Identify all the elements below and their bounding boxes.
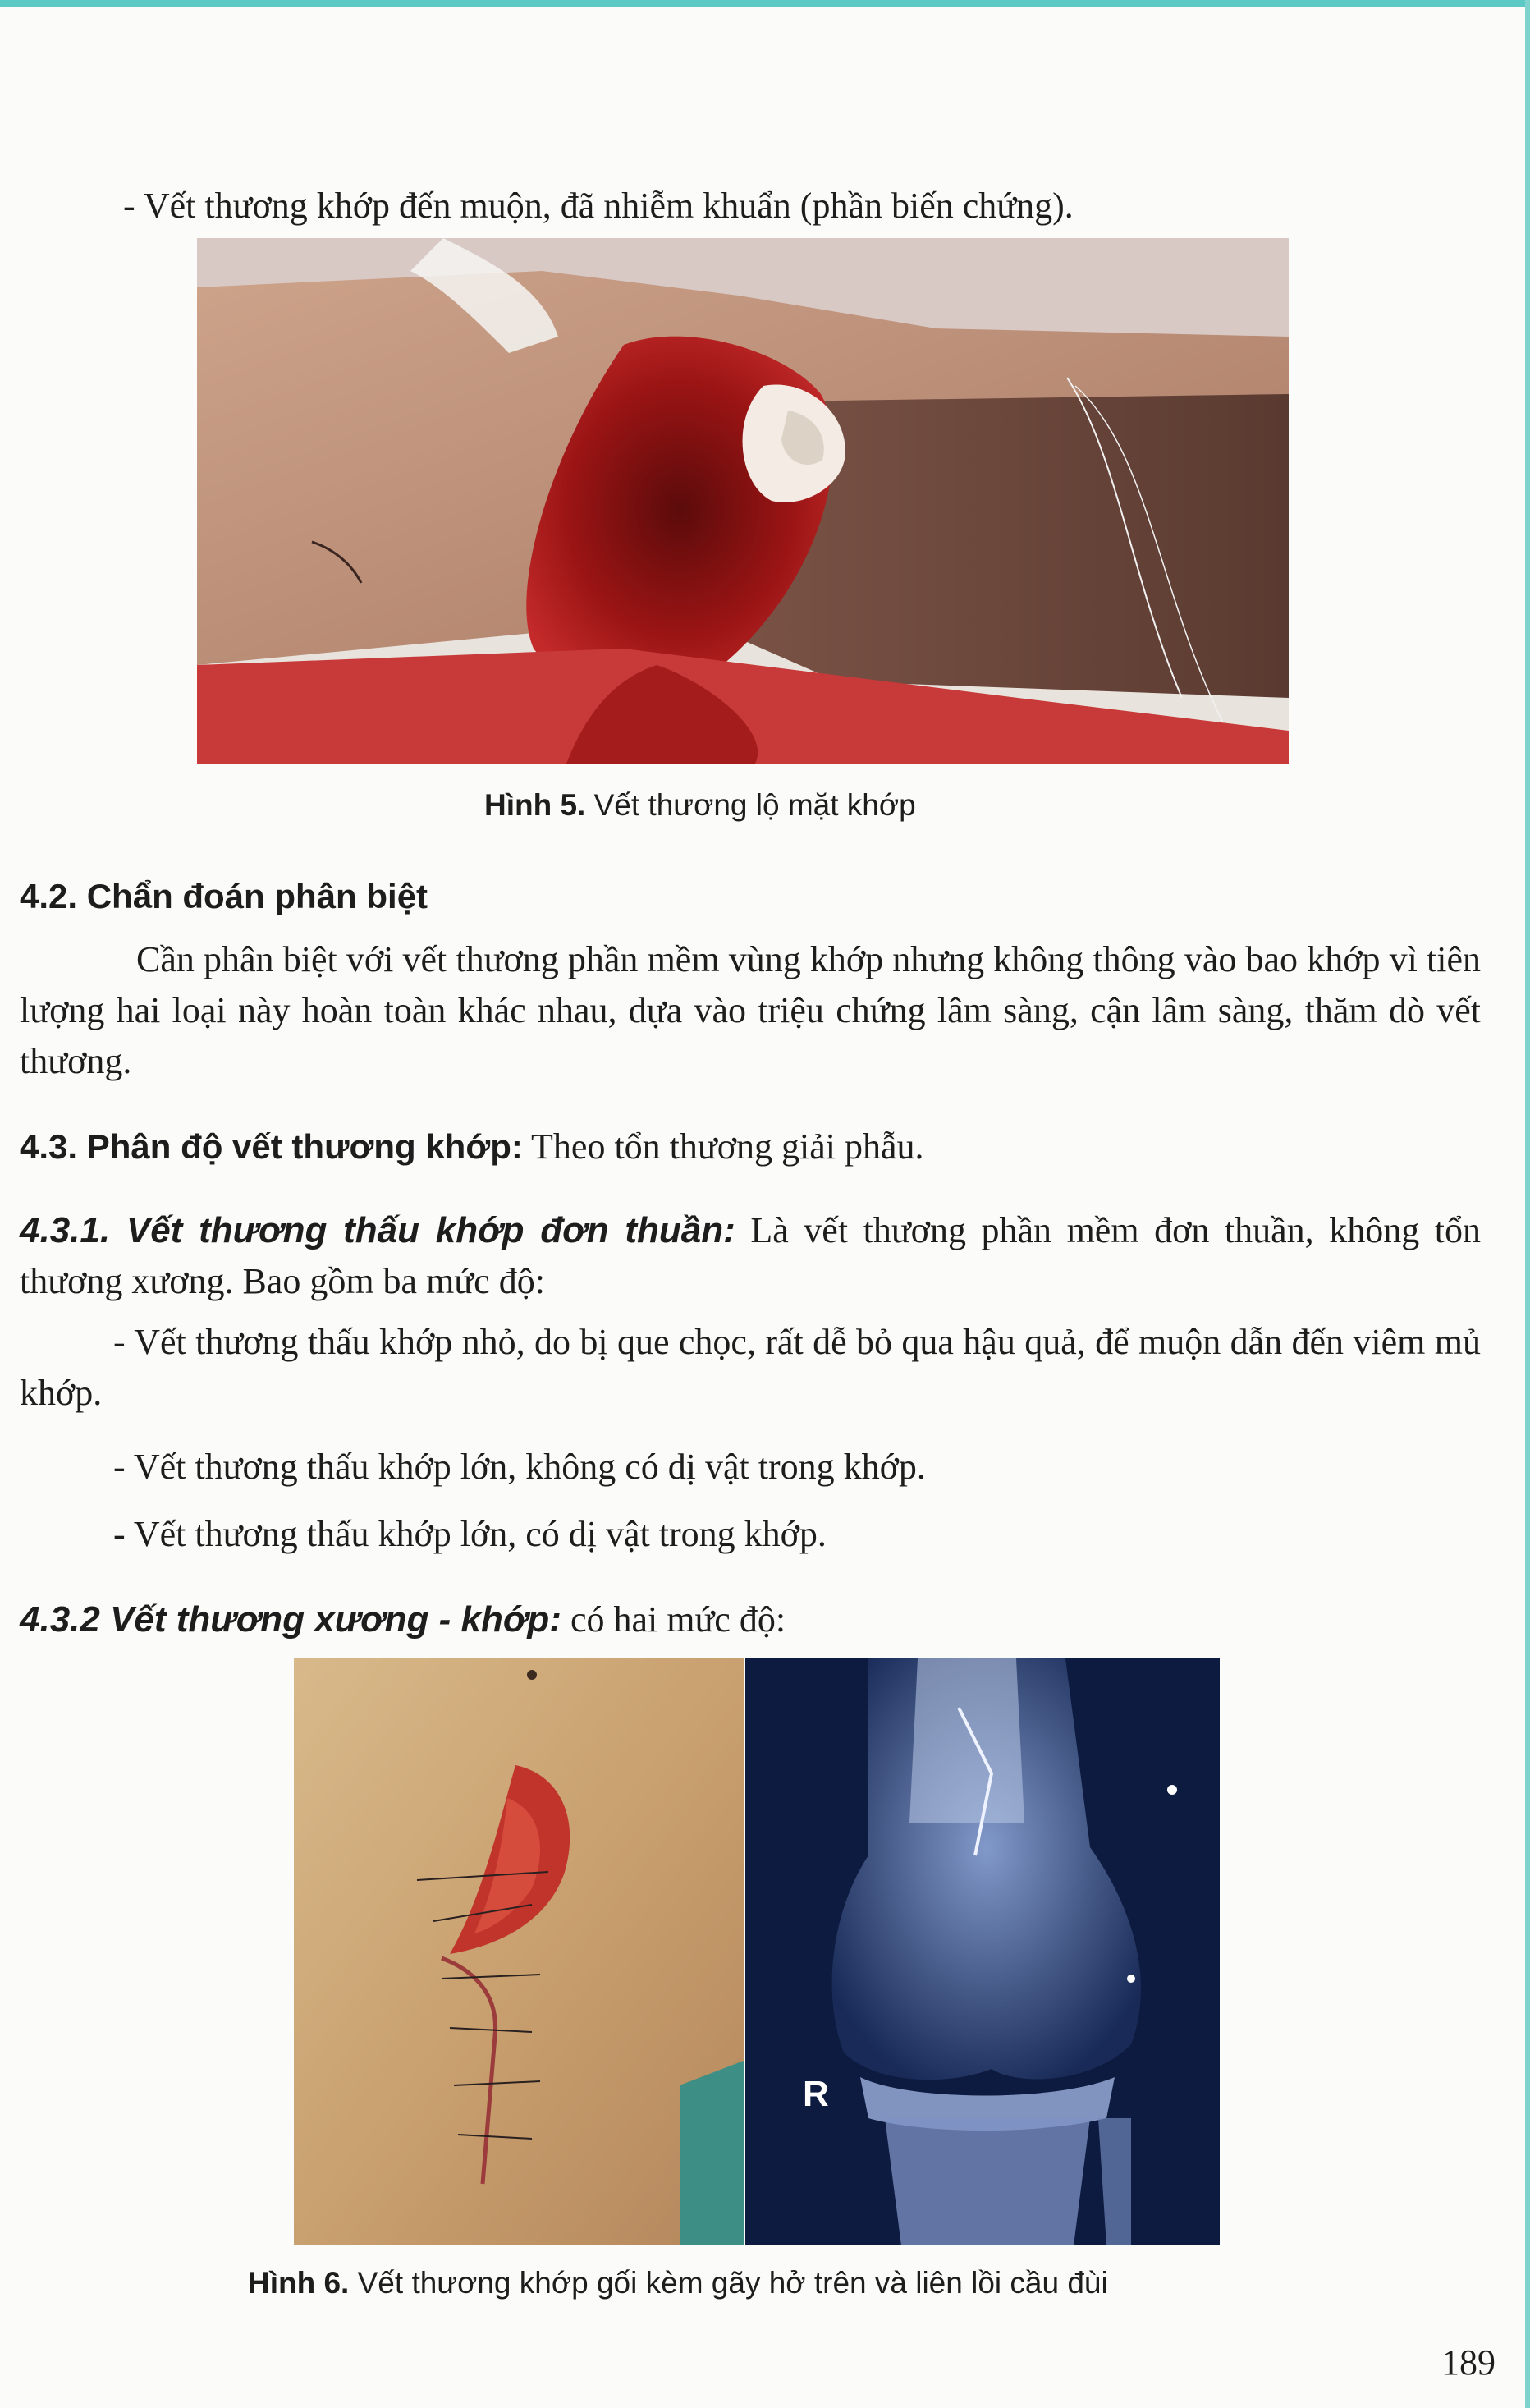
bullet-late-infected: - Vết thương khớp đến muộn, đã nhiễm khuẩn (phần biến chứng).: [123, 186, 1074, 226]
figure6-xray: [745, 1658, 1220, 2245]
list-item-large-no-foreign-body: - Vết thương thấu khớp lớn, không có dị vật trong khớp.: [113, 1447, 926, 1487]
figure5-wound-illustration: [197, 238, 1289, 764]
page-number: 189: [1441, 2342, 1496, 2383]
section-4-2-paragraph: Cần phân biệt với vết thương phần mềm vùng khớp nhưng không thông vào bao khớp vì tiên lượng hai loại này hoàn toàn khác nhau, dựa vào triệu chứng lâm sàng, cận lâm sàng, thăm dò vết thương.: [20, 939, 1481, 1081]
section-4-3-1-text: Là vết thương phần mềm đơn thuần, không tổn thương xương. Bao gồm ba mức độ:: [20, 1210, 1482, 1301]
list-item-large-foreign-body: - Vết thương thấu khớp lớn, có dị vật trong khớp.: [113, 1514, 827, 1554]
section-4-3-2-heading: 4.3.2 Vết thương xương - khớp:: [20, 1599, 561, 1640]
section-4-3-1-paragraph: [20, 1205, 1481, 1307]
section-4-3-2-text: có hai mức độ:: [561, 1599, 786, 1640]
figure6-xray-illustration: [745, 1658, 1220, 2245]
section-4-3-2-line: [20, 1594, 786, 1645]
figure6-caption: [248, 2266, 1108, 2300]
figure6-caption-label: Hình 6.: [248, 2266, 350, 2300]
page-top-edge: [0, 0, 1530, 7]
page-right-edge: [1525, 0, 1530, 2408]
figure5-photo: [197, 238, 1289, 764]
figure5-caption: [484, 788, 916, 823]
section-4-2-heading: 4.2. Chẩn đoán phân biệt: [20, 877, 428, 915]
figure6-sutured-wound-illustration: [294, 1658, 744, 2245]
figure5-caption-text: Vết thương lộ mặt khớp: [585, 788, 916, 822]
list-item-small-puncture: - Vết thương thấu khớp nhỏ, do bị que chọc, rất dễ bỏ qua hậu quả, để muộn dẫn đến viêm mủ khớp.: [20, 1322, 1481, 1413]
figure6-wound-photo: [294, 1658, 744, 2245]
section-4-3-1-heading: 4.3.1. Vết thương thấu khớp đơn thuần:: [20, 1210, 735, 1250]
section-4-3-line: [20, 1121, 924, 1172]
figure5-caption-label: Hình 5.: [484, 788, 586, 822]
xray-marker: R: [803, 2074, 829, 2114]
section-4-3-text: Theo tổn thương giải phẫu.: [522, 1126, 924, 1167]
section-4-3-heading: 4.3. Phân độ vết thương khớp:: [20, 1127, 523, 1166]
figure6-caption-text: Vết thương khớp gối kèm gãy hở trên và liên lồi cầu đùi: [349, 2266, 1108, 2300]
